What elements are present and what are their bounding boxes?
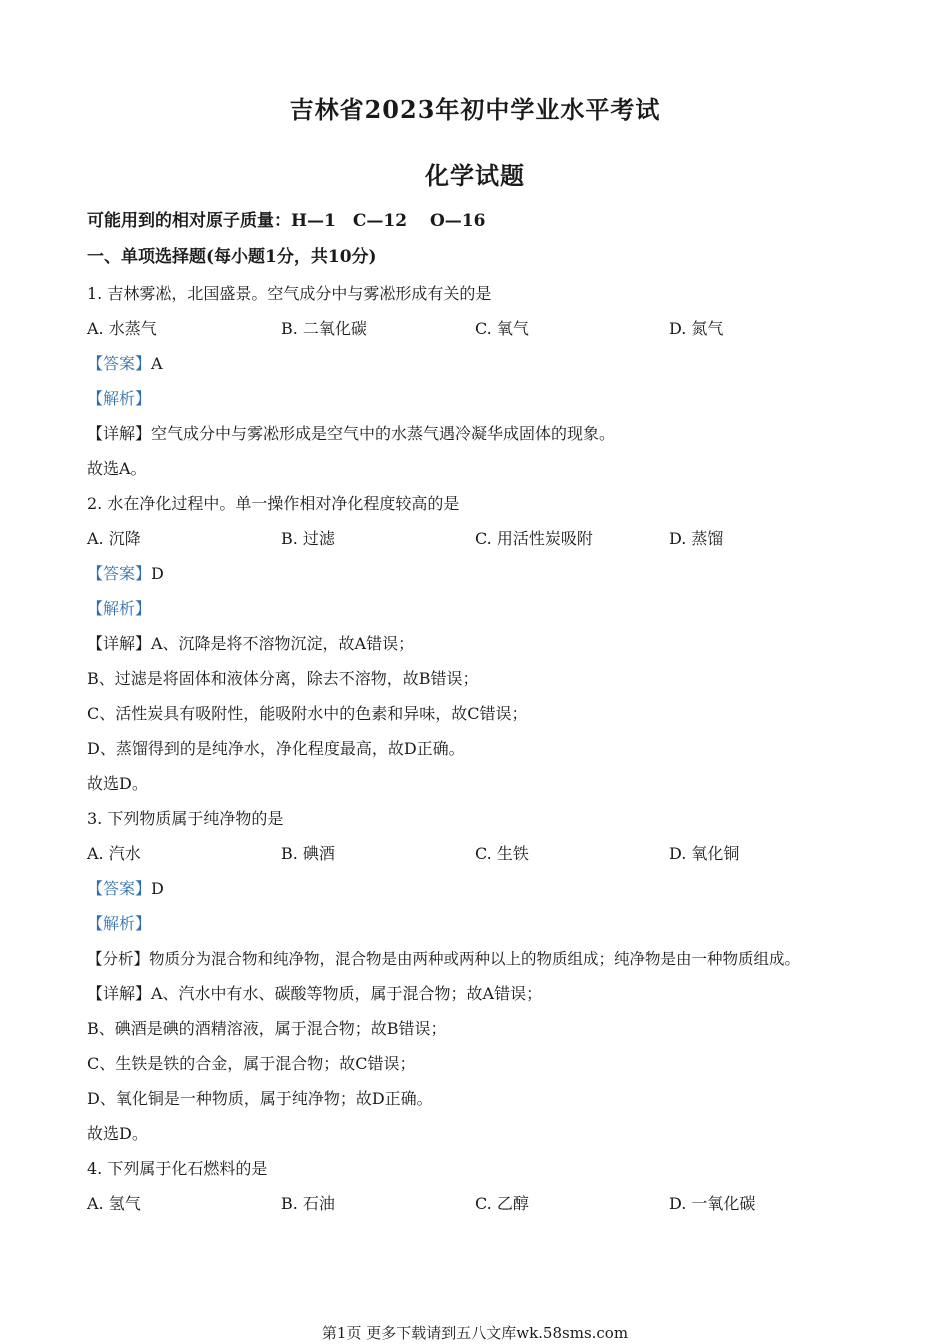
q1-option-a: A. 水蒸气 [87,319,157,338]
q1-option-c: C. 氧气 [475,319,529,338]
question-4: 4. 下列属于化石燃料的是 [87,1159,268,1178]
q3-option-d: D. 氧化铜 [669,844,740,863]
q2-conclusion: 故选D。 [87,774,148,793]
q3-option-b: B. 碘酒 [281,844,335,863]
exam-title: 吉林省2023年初中学业水平考试 [289,95,661,124]
q1-analysis-tag: 【解析】 [87,389,152,408]
q1-answer [87,353,163,375]
q4-option-c: C. 乙醇 [475,1194,529,1213]
q1-option-d: D. 氮气 [669,319,724,338]
question-1: 1. 吉林雾凇，北国盛景。空气成分中与雾凇形成有关的是 [87,284,492,303]
q4-option-a: A. 氢气 [87,1194,141,1213]
q2-detail: 【详解】A、沉降是将不溶物沉淀，故A错误； [87,634,415,653]
q4-option-d: D. 一氧化碳 [669,1194,756,1213]
q3-analysis-tag: 【解析】 [87,914,152,933]
page-footer: 第1页 更多下载请到五八文库wk.58sms.com [321,1324,629,1342]
q2-option-a: A. 沉降 [87,529,141,548]
question-3: 3. 下列物质属于纯净物的是 [87,809,284,828]
question-2: 2. 水在净化过程中。单一操作相对净化程度较高的是 [87,494,460,513]
q2-detail-line: D、蒸馏得到的是纯净水，净化程度最高，故D正确。 [87,739,465,758]
answer-tag: 【答案】 [87,354,152,373]
q2-option-b: B. 过滤 [281,529,335,548]
section-heading: 一、单项选择题(每小题1分，共10分) [87,247,377,267]
q2-detail-line: B、过滤是将固体和液体分离，除去不溶物，故B错误； [87,669,479,688]
q3-detail-line: D、氧化铜是一种物质，属于纯净物；故D正确。 [87,1089,433,1108]
q2-option-c: C. 用活性炭吸附 [475,529,593,548]
q3-detail: 【详解】A、汽水中有水、碳酸等物质，属于混合物；故A错误； [87,984,543,1003]
q3-detail-line: B、碘酒是碘的酒精溶液，属于混合物；故B错误； [87,1019,447,1038]
q4-option-b: B. 石油 [281,1194,335,1213]
q1-answer-value: A [151,354,163,373]
answer-tag: 【答案】 [87,564,152,583]
q3-option-c: C. 生铁 [475,844,529,863]
exam-subtitle: 化学试题 [425,161,525,190]
q2-answer-value: D [151,564,164,583]
q3-conclusion: 故选D。 [87,1124,148,1143]
q1-option-b: B. 二氧化碳 [281,319,367,338]
q2-detail-line: C、活性炭具有吸附性，能吸附水中的色素和异味，故C错误； [87,704,528,723]
q3-option-a: A. 汽水 [87,844,141,863]
q3-analysis: 【分析】物质分为混合物和纯净物，混合物是由两种或两种以上的物质组成；纯净物是由一种物质组成。 [87,950,801,968]
q3-detail-line: C、生铁是铁的合金，属于混合物；故C错误； [87,1054,416,1073]
q1-detail: 【详解】空气成分中与雾凇形成是空气中的水蒸气遇冷凝华成固体的现象。 [87,424,616,443]
q2-option-d: D. 蒸馏 [669,529,724,548]
atomic-mass-line: 可能用到的相对原子质量：H—1 C—12 O—16 [87,211,486,231]
q2-answer [87,563,164,585]
q1-conclusion: 故选A。 [87,459,147,478]
q3-answer-value: D [151,879,164,898]
answer-tag: 【答案】 [87,879,152,898]
q2-analysis-tag: 【解析】 [87,599,152,618]
q3-answer [87,878,164,900]
